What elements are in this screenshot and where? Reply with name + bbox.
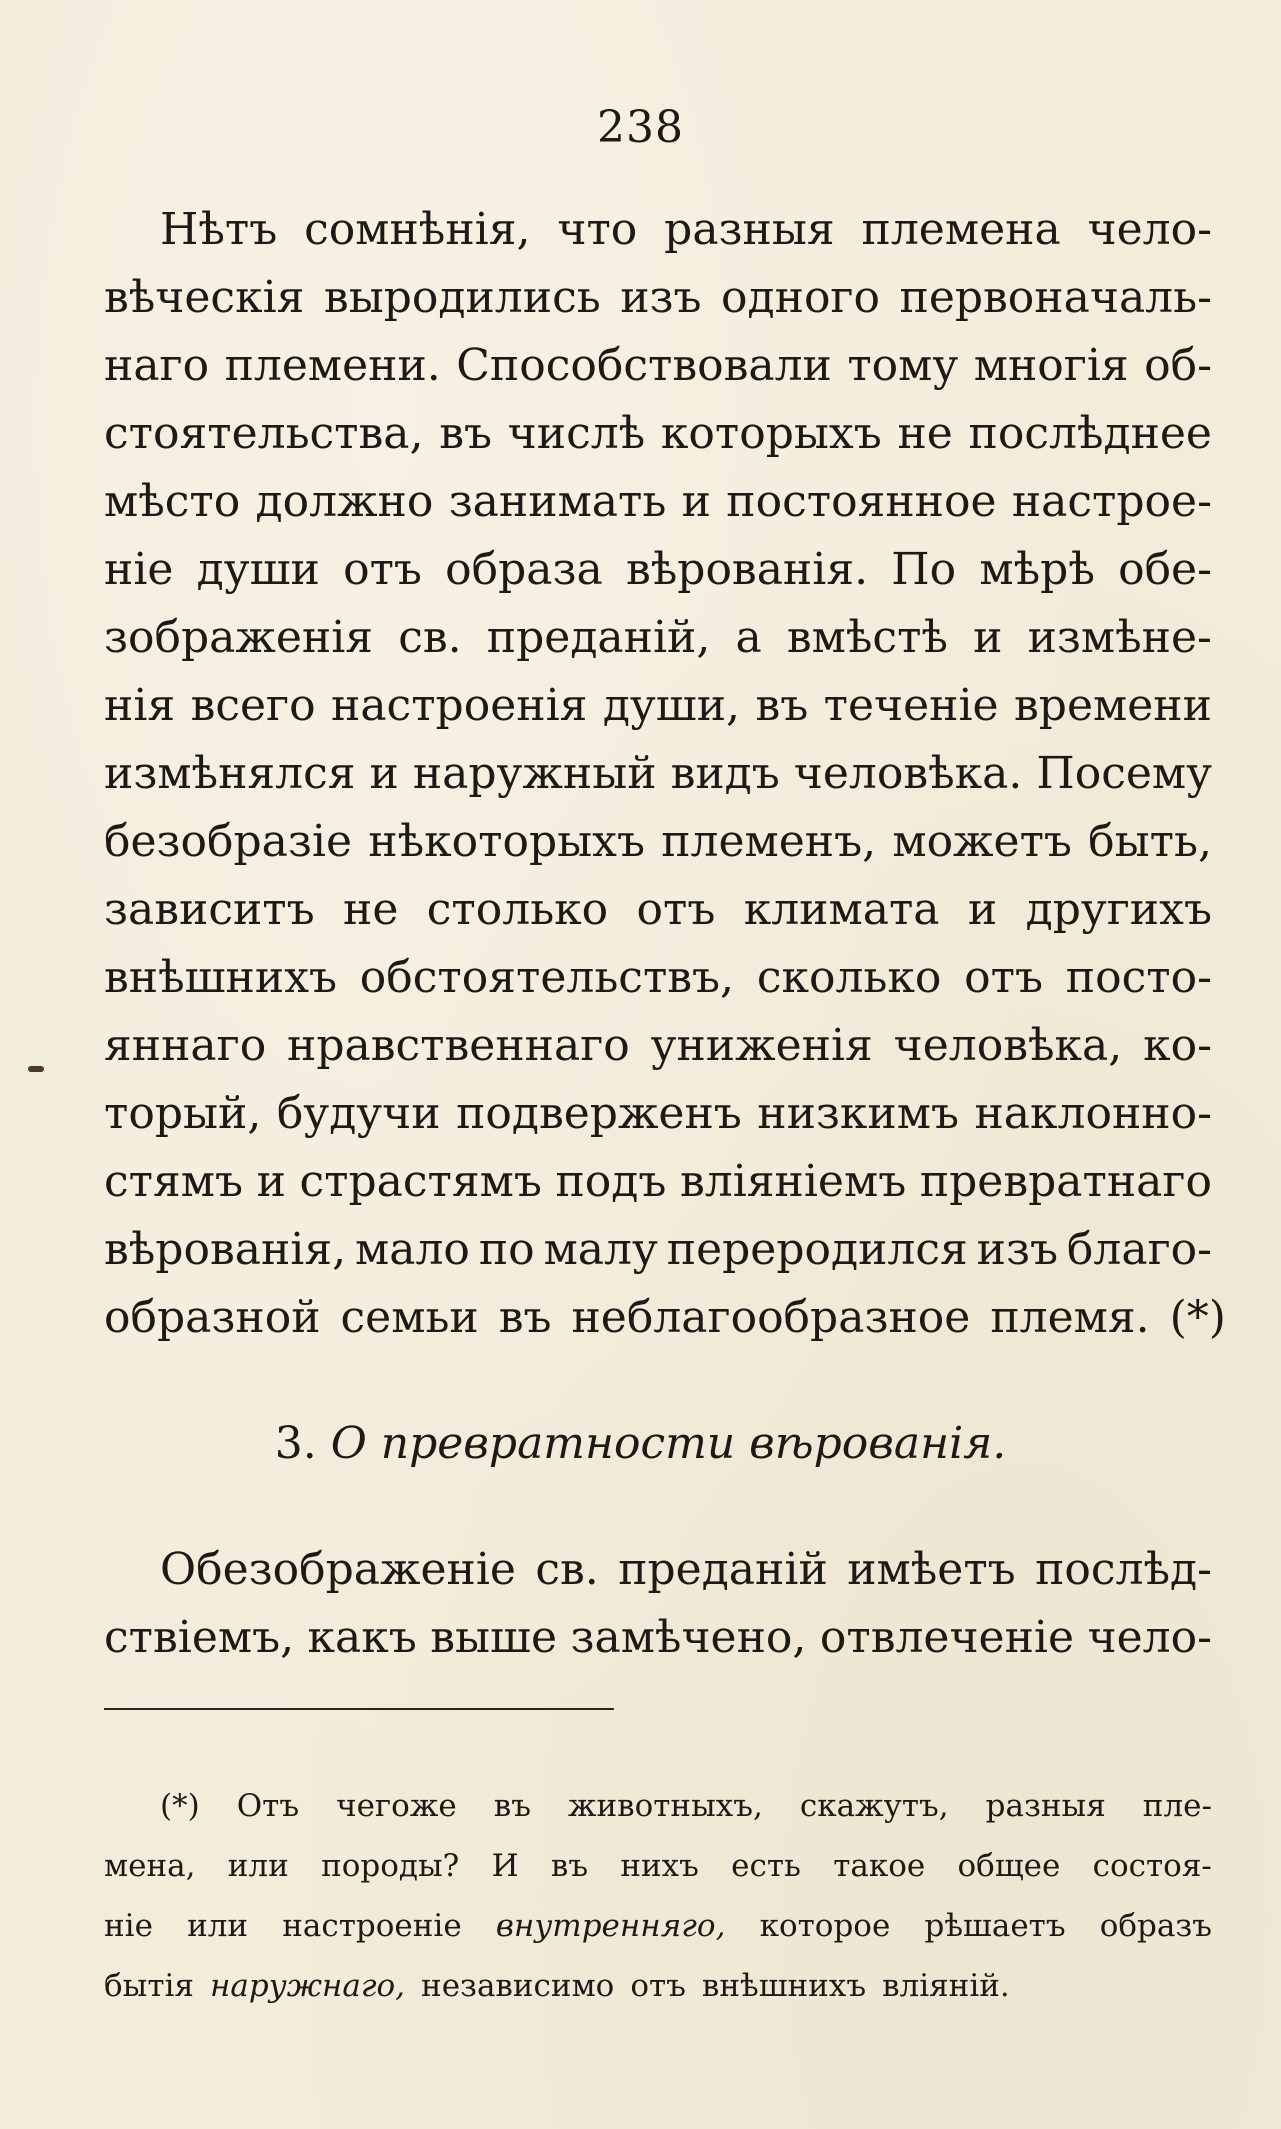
word: внѣшнихъ: [104, 952, 337, 1003]
word: настроеніе: [282, 1908, 462, 1944]
word: а: [735, 612, 762, 663]
word: ніе: [104, 1908, 153, 1944]
word: мѣрѣ: [979, 544, 1095, 595]
word: внѣшнихъ: [701, 1968, 867, 2004]
word: одного: [721, 272, 880, 323]
word: рѣшаетъ: [924, 1908, 1066, 1944]
word: теченіе: [823, 680, 999, 731]
paragraph-1: [104, 196, 1226, 1352]
word: ко-: [1143, 1020, 1212, 1071]
paragraph-line: [104, 196, 1212, 264]
footnote-line: [104, 1956, 1212, 2016]
footnote-rule: [104, 1708, 614, 1710]
word: чело-: [1087, 1612, 1212, 1663]
word: тому: [847, 340, 959, 391]
word: скажутъ,: [799, 1788, 949, 1824]
word: вѣрованія,: [104, 1224, 347, 1275]
paragraph-line: [104, 1012, 1212, 1080]
word: наружный: [412, 748, 657, 799]
word: въ: [550, 1848, 589, 1884]
word: отъ: [964, 952, 1043, 1003]
word: общее: [957, 1848, 1061, 1884]
word: стоятельства,: [104, 408, 424, 459]
word: занимать: [448, 476, 667, 527]
footnote-line: [104, 1896, 1212, 1956]
word: По: [891, 544, 957, 595]
word: внутренняго,: [495, 1908, 726, 1944]
paragraph-line: [104, 1284, 1226, 1352]
word: или: [227, 1848, 289, 1884]
word: (*): [1169, 1292, 1226, 1343]
word: разныя: [985, 1788, 1106, 1824]
page-number: 238: [597, 102, 684, 153]
word: измѣне-: [1027, 612, 1212, 663]
paragraph-line: [104, 1536, 1212, 1604]
word: И: [491, 1848, 519, 1884]
footnote: [104, 1776, 1212, 2016]
word: преданій,: [486, 612, 711, 663]
word: неблагообразное: [571, 1292, 971, 1343]
word: которыхъ: [660, 408, 882, 459]
word: первоначаль-: [899, 272, 1212, 323]
word: въ: [493, 1788, 531, 1824]
word: превратнаго: [919, 1156, 1212, 1207]
word: которое: [759, 1908, 891, 1944]
word: есть: [731, 1848, 801, 1884]
word: нихъ: [620, 1848, 699, 1884]
word: въ: [755, 680, 809, 731]
word: страстямъ: [299, 1156, 542, 1207]
word: послѣднее: [968, 408, 1212, 459]
word: ніе: [104, 544, 174, 595]
word: и: [681, 476, 711, 527]
paragraph-line: [104, 1216, 1212, 1284]
word: вмѣстѣ: [786, 612, 948, 663]
word: образъ: [1099, 1908, 1212, 1944]
word: должно: [255, 476, 434, 527]
word: сколько: [756, 952, 942, 1003]
word: замѣчено,: [570, 1612, 807, 1663]
word: въ: [498, 1292, 552, 1343]
word: выше: [430, 1612, 557, 1663]
word: человѣка,: [893, 1020, 1123, 1071]
word: столько: [426, 884, 609, 935]
word: бытія: [104, 1968, 194, 2004]
footnote-line: [104, 1776, 1212, 1836]
word: отъ: [630, 1968, 686, 2004]
footnote-line: [104, 1836, 1212, 1896]
word: отъ: [636, 884, 716, 935]
word: въ: [439, 408, 492, 459]
word: племена: [861, 204, 1061, 255]
word: зображенія: [104, 612, 374, 663]
word: наго: [104, 340, 210, 391]
word: сомнѣнія,: [304, 204, 531, 255]
word: Посему: [1036, 748, 1212, 799]
word: обе-: [1118, 544, 1212, 595]
word: образа: [445, 544, 603, 595]
paragraph-line: [104, 876, 1212, 944]
word: постоянное: [726, 476, 997, 527]
paragraph-2: [104, 1536, 1212, 1672]
word: климата: [743, 884, 940, 935]
word: можетъ: [892, 816, 1072, 867]
word: (*): [160, 1788, 200, 1824]
word: племенъ,: [661, 816, 877, 867]
word: видъ: [670, 748, 780, 799]
word: породы?: [321, 1848, 460, 1884]
word: зависитъ: [104, 884, 315, 935]
word: животныхъ,: [567, 1788, 763, 1824]
word: семьи: [340, 1292, 479, 1343]
word: что: [557, 204, 638, 255]
word: наклонно-: [974, 1088, 1212, 1139]
word: отвлеченіе: [819, 1612, 1075, 1663]
word: состоя-: [1092, 1848, 1212, 1884]
word: всего: [190, 680, 316, 731]
paragraph-line: [104, 604, 1212, 672]
word: мена,: [104, 1848, 196, 1884]
word: св.: [535, 1544, 599, 1595]
word: души,: [602, 680, 741, 731]
word: многія: [973, 340, 1129, 391]
word: мѣсто: [104, 476, 241, 527]
paragraph-line: [104, 944, 1212, 1012]
word: и: [256, 1156, 286, 1207]
word: числѣ: [507, 408, 646, 459]
word: имѣетъ: [847, 1544, 1016, 1595]
word: ствіемъ,: [104, 1612, 295, 1663]
paragraph-line: [104, 808, 1212, 876]
word: нія: [104, 680, 176, 731]
word: нравственнаго: [287, 1020, 630, 1071]
section-title: О превратности вѣрованія.: [330, 1418, 1007, 1469]
word: торый,: [104, 1088, 262, 1139]
word: будучи: [276, 1088, 441, 1139]
word: чегоже: [336, 1788, 457, 1824]
section-number: 3.: [274, 1418, 317, 1469]
word: по: [478, 1224, 535, 1275]
word: настрое-: [1011, 476, 1212, 527]
word: разныя: [664, 204, 835, 255]
word: Отъ: [236, 1788, 300, 1824]
paragraph-line: [104, 468, 1212, 536]
word: об-: [1144, 340, 1212, 391]
paragraph-line: [104, 1148, 1212, 1216]
word: и: [369, 748, 399, 799]
paragraph-line: [104, 536, 1212, 604]
paragraph-line: [104, 332, 1212, 400]
word: отъ: [343, 544, 422, 595]
word: переродился: [666, 1224, 968, 1275]
word: или: [187, 1908, 249, 1944]
word: подъ: [555, 1156, 667, 1207]
word: не: [897, 408, 953, 459]
word: яннаго: [104, 1020, 267, 1071]
word: низкимъ: [757, 1088, 959, 1139]
word: независимо: [421, 1968, 615, 2004]
paragraph-line: [104, 672, 1212, 740]
word: униженія: [650, 1020, 873, 1071]
word: времени: [1014, 680, 1212, 731]
word: посто-: [1065, 952, 1212, 1003]
word: нѣкоторыхъ: [368, 816, 645, 867]
word: не: [343, 884, 399, 935]
word: выродились: [323, 272, 601, 323]
word: измѣнялся: [104, 748, 356, 799]
word: мало: [355, 1224, 470, 1275]
word: образной: [104, 1292, 321, 1343]
word: обстоятельствъ,: [359, 952, 735, 1003]
section-heading: [0, 1410, 1281, 1478]
paragraph-line: [104, 740, 1212, 808]
word: наружнаго,: [209, 1968, 406, 2004]
paragraph-line: [104, 400, 1212, 468]
word: и: [973, 612, 1003, 663]
word: подверженъ: [456, 1088, 742, 1139]
word: послѣд-: [1035, 1544, 1212, 1595]
word: безобразіе: [104, 816, 353, 867]
word: Нѣтъ: [160, 204, 278, 255]
word: настроенія: [331, 680, 588, 731]
word: и: [967, 884, 998, 935]
paragraph-line: [104, 1080, 1212, 1148]
word: вѣрованія.: [625, 544, 869, 595]
word: такое: [833, 1848, 926, 1884]
word: изъ: [976, 1224, 1058, 1275]
word: племя.: [990, 1292, 1150, 1343]
word: вѣческія: [104, 272, 305, 323]
margin-ink-mark: [28, 1066, 44, 1072]
word: преданій: [618, 1544, 828, 1595]
word: вліяніемъ: [679, 1156, 907, 1207]
word: Обезображеніе: [160, 1544, 516, 1595]
word: малу: [543, 1224, 658, 1275]
paragraph-line: [104, 264, 1212, 332]
word: изъ: [620, 272, 702, 323]
word: быть,: [1088, 816, 1212, 867]
word: души: [196, 544, 320, 595]
word: человѣка.: [793, 748, 1023, 799]
word: вліяній.: [882, 1968, 1010, 2004]
word: св.: [398, 612, 462, 663]
word: чело-: [1087, 204, 1212, 255]
word: какъ: [307, 1612, 417, 1663]
word: благо-: [1066, 1224, 1212, 1275]
word: другихъ: [1025, 884, 1212, 935]
word: пле-: [1142, 1788, 1212, 1824]
word: племени.: [224, 340, 441, 391]
paragraph-line: [104, 1604, 1212, 1672]
word: Способствовали: [456, 340, 832, 391]
word: стямъ: [104, 1156, 243, 1207]
